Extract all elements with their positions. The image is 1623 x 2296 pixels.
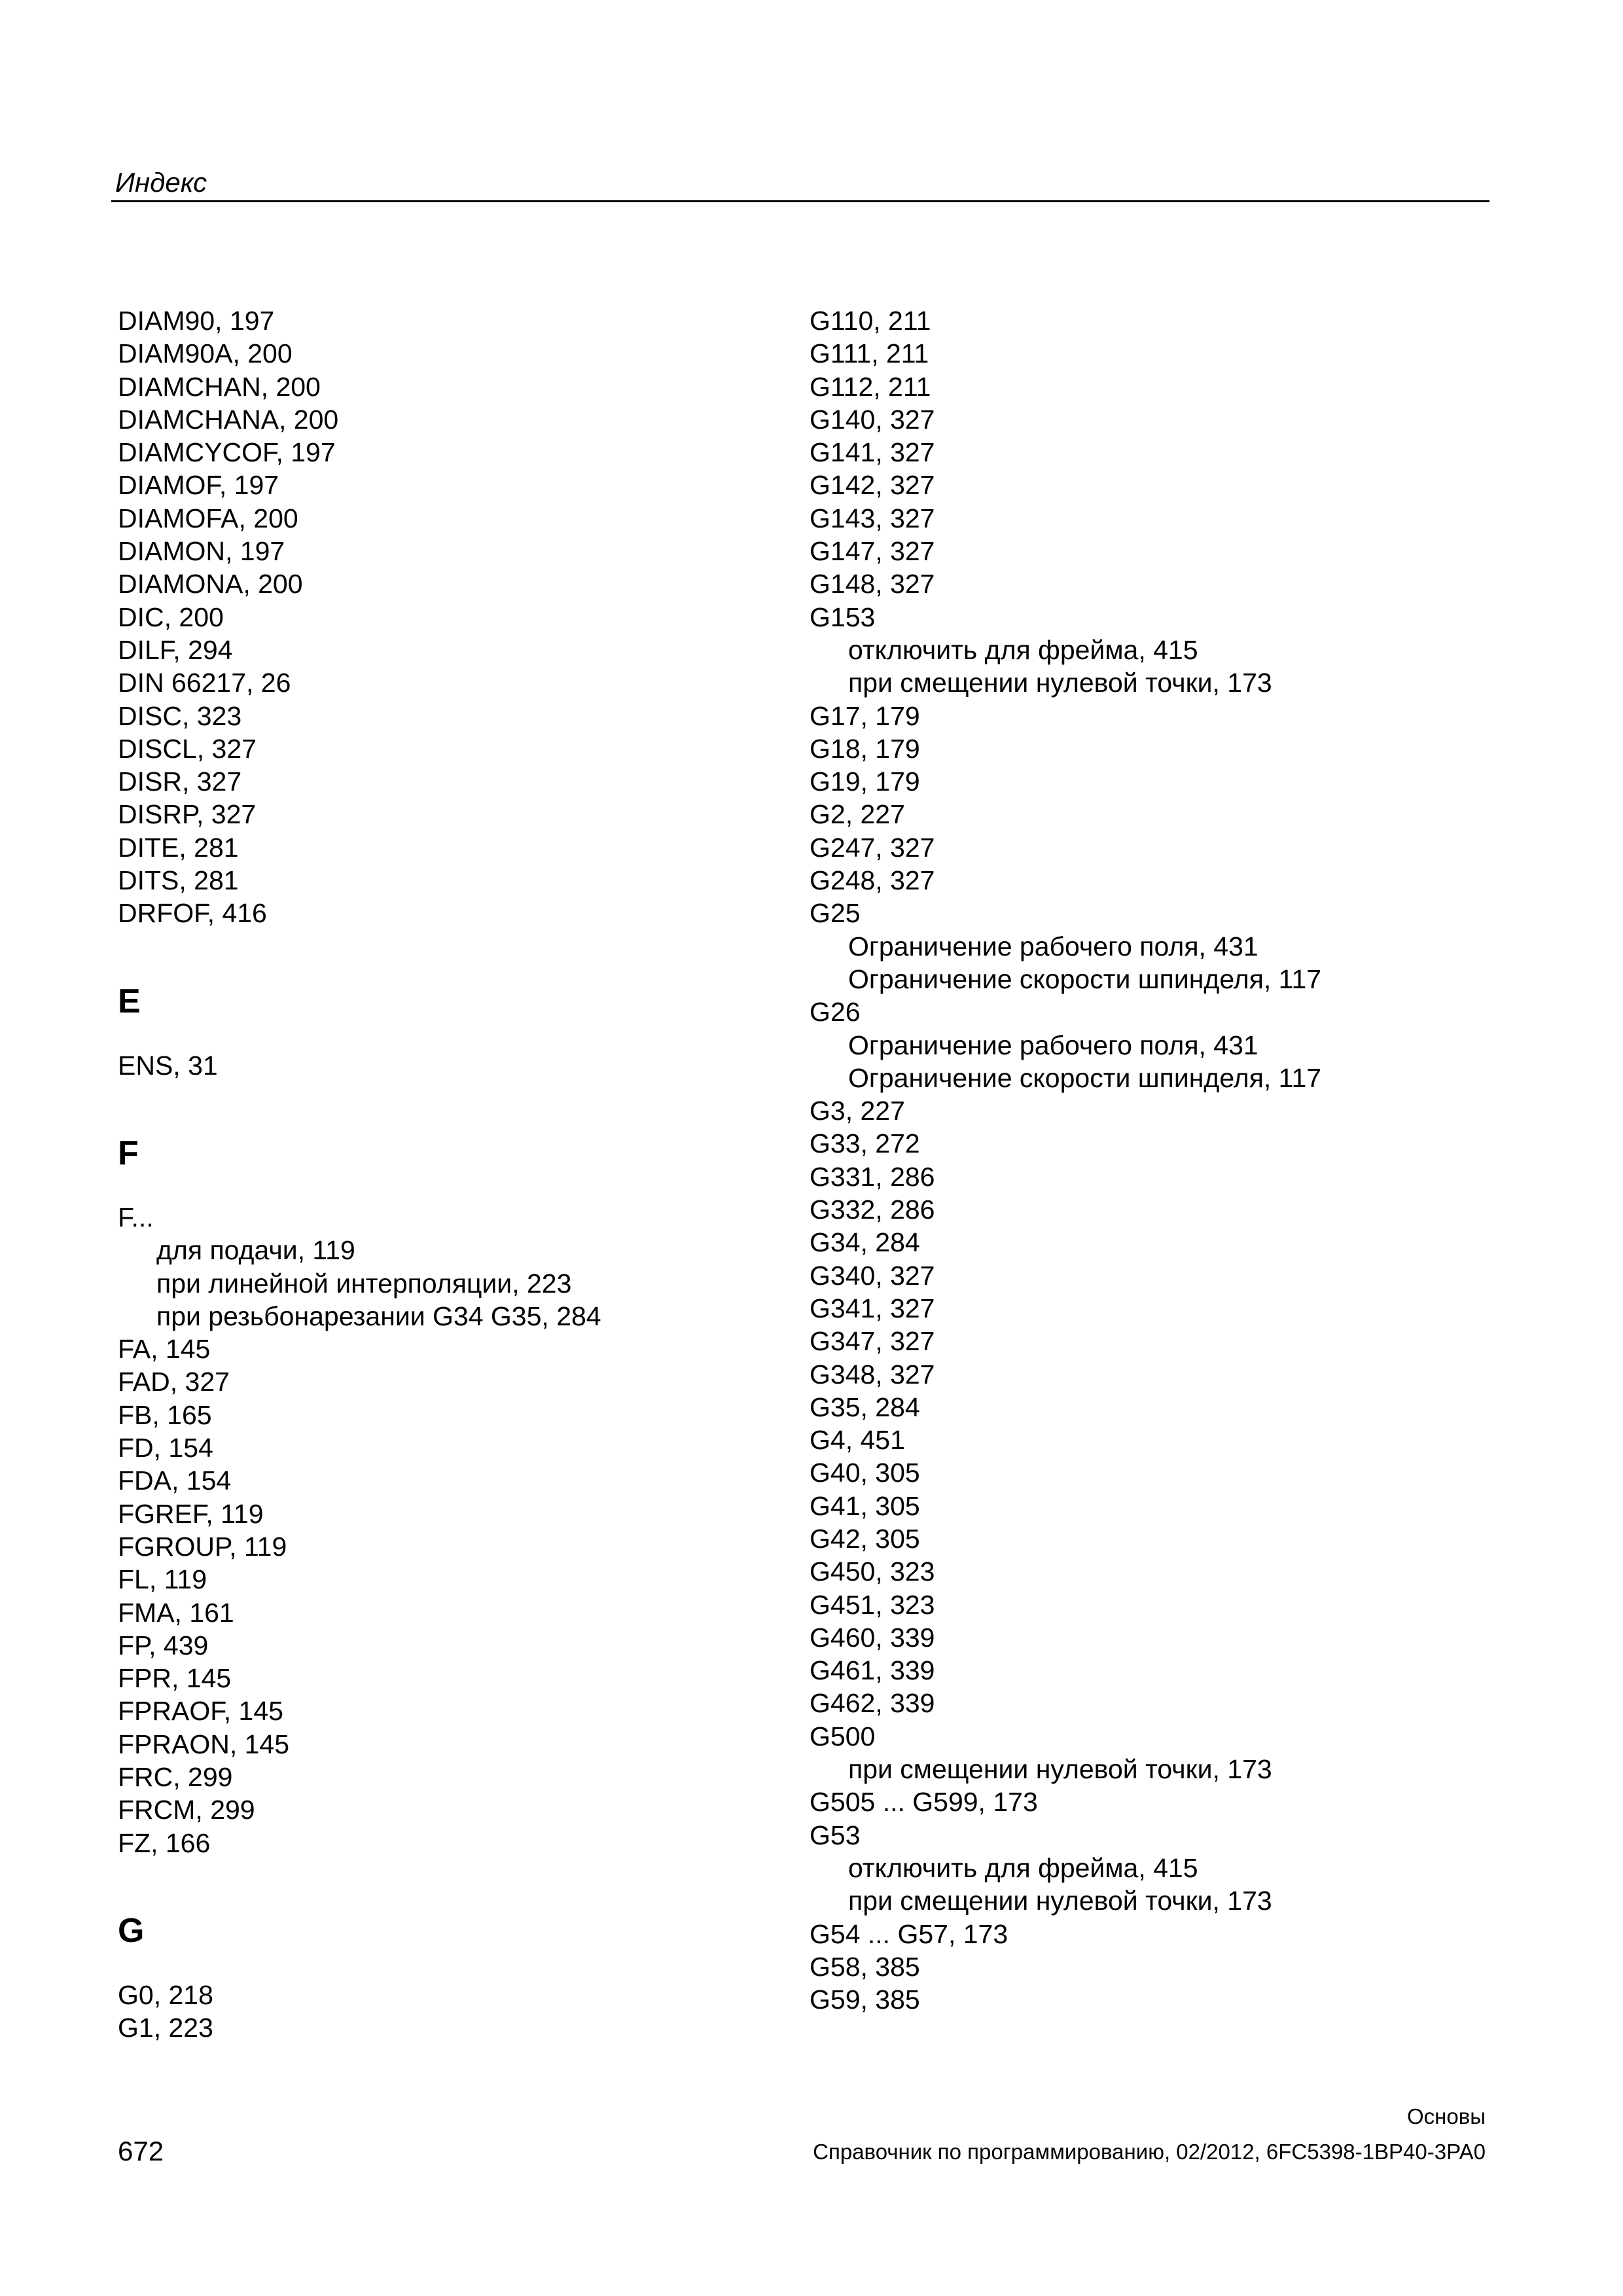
index-entry: G500	[810, 1721, 876, 1751]
index-subentry: отключить для фрейма, 415	[848, 1852, 1198, 1883]
footer-doc-subtitle: Справочник по программированию, 02/2012, 6FC5398-1BP40-3PA0	[813, 2140, 1486, 2164]
index-entry: FL, 119	[118, 1564, 207, 1595]
index-subentry: при резьбонарезании G34 G35, 284	[156, 1300, 601, 1331]
index-entry: DITS, 281	[118, 865, 239, 896]
index-entry: DIAM90A, 200	[118, 338, 293, 369]
index-entry: DIC, 200	[118, 601, 224, 632]
footer-doc-title: Основы	[1407, 2104, 1486, 2128]
index-entry: G461, 339	[810, 1655, 935, 1686]
index-entry: G347, 327	[810, 1326, 935, 1357]
index-entry: DISC, 323	[118, 700, 242, 731]
index-entry: G59, 385	[810, 1984, 920, 2015]
index-entry: FPRAON, 145	[118, 1729, 290, 1759]
index-subentry: Ограничение рабочего поля, 431	[848, 931, 1258, 961]
index-subentry: при смещении нулевой точки, 173	[848, 1754, 1272, 1785]
index-entry: G112, 211	[810, 371, 931, 402]
index-entry: G41, 305	[810, 1490, 920, 1521]
index-entry: G462, 339	[810, 1688, 935, 1719]
index-entry: DIN 66217, 26	[118, 668, 291, 698]
index-entry: G332, 286	[810, 1194, 935, 1225]
index-entry: G0, 218	[118, 1979, 213, 2010]
index-subentry: при смещении нулевой точки, 173	[848, 1886, 1272, 1916]
index-entry: DITE, 281	[118, 832, 239, 863]
index-subentry: Ограничение скорости шпинделя, 117	[848, 1062, 1322, 1093]
index-entry: G1, 223	[118, 2013, 213, 2043]
index-entry: DIAMOFA, 200	[118, 503, 298, 533]
index-column-right	[810, 304, 1471, 2016]
index-entry: G348, 327	[810, 1359, 935, 1390]
index-entry: FPR, 145	[118, 1663, 232, 1694]
index-entry: G3, 227	[810, 1096, 905, 1126]
index-entry: G33, 272	[810, 1128, 920, 1159]
index-entry: G25	[810, 898, 861, 929]
page-number: 672	[118, 2136, 164, 2166]
index-entry: FGROUP, 119	[118, 1531, 287, 1562]
index-entry: DISCL, 327	[118, 733, 257, 764]
index-entry: G451, 323	[810, 1589, 935, 1620]
index-letter-heading: E	[118, 982, 141, 1020]
index-entry: G148, 327	[810, 569, 935, 600]
index-entry: G505 ... G599, 173	[810, 1787, 1038, 1818]
index-entry: G450, 323	[810, 1556, 935, 1587]
index-entry: G42, 305	[810, 1523, 920, 1554]
index-entry: G40, 305	[810, 1458, 920, 1488]
index-entry: DIAMCYCOF, 197	[118, 437, 336, 468]
index-entry: G53	[810, 1820, 861, 1850]
index-entry: DIAMOF, 197	[118, 470, 279, 501]
index-entry: FP, 439	[118, 1630, 209, 1660]
index-entry: G341, 327	[810, 1293, 935, 1323]
index-subentry: для подачи, 119	[156, 1235, 355, 1266]
index-entry: G247, 327	[810, 832, 935, 863]
index-entry: DIAMONA, 200	[118, 569, 303, 600]
index-entry: G111, 211	[810, 338, 929, 369]
index-entry: F...	[118, 1202, 154, 1232]
index-entry: FD, 154	[118, 1433, 213, 1463]
header-divider	[111, 200, 1489, 202]
index-entry: G460, 339	[810, 1622, 935, 1653]
index-entry: G17, 179	[810, 700, 920, 731]
index-entry: G54 ... G57, 173	[810, 1918, 1008, 1949]
index-entry: DIAM90, 197	[118, 306, 275, 336]
index-entry: FRC, 299	[118, 1761, 233, 1792]
index-entry: G331, 286	[810, 1161, 935, 1192]
index-entry: DIAMCHANA, 200	[118, 404, 339, 435]
index-entry: DILF, 294	[118, 634, 233, 665]
index-entry: G19, 179	[810, 766, 920, 797]
index-entry: G18, 179	[810, 733, 920, 764]
index-entry: DIAMCHAN, 200	[118, 371, 321, 402]
index-entry: G35, 284	[810, 1391, 920, 1422]
index-subentry: при смещении нулевой точки, 173	[848, 668, 1272, 698]
index-entry: FAD, 327	[118, 1367, 230, 1397]
index-entry: DISRP, 327	[118, 799, 257, 830]
index-entry: G26	[810, 997, 861, 1028]
index-subentry: Ограничение рабочего поля, 431	[848, 1030, 1258, 1060]
index-column-left	[118, 304, 779, 2044]
index-entry: FA, 145	[118, 1334, 211, 1365]
index-entry: FB, 165	[118, 1399, 212, 1430]
index-entry: FPRAOF, 145	[118, 1696, 283, 1727]
index-entry: G340, 327	[810, 1260, 935, 1291]
index-entry: DISR, 327	[118, 766, 242, 797]
index-entry: G58, 385	[810, 1951, 920, 1982]
index-entry: G2, 227	[810, 799, 905, 830]
index-entry: G147, 327	[810, 536, 935, 567]
index-entry: FZ, 166	[118, 1827, 211, 1858]
index-entry: G153	[810, 601, 876, 632]
index-entry: G140, 327	[810, 404, 935, 435]
index-entry: G4, 451	[810, 1425, 905, 1456]
index-entry: G110, 211	[810, 306, 931, 336]
index-subentry: отключить для фрейма, 415	[848, 634, 1198, 665]
running-header-title: Индекс	[115, 167, 207, 198]
index-letter-heading: F	[118, 1134, 139, 1172]
index-entry: G143, 327	[810, 503, 935, 533]
index-letter-heading: G	[118, 1911, 145, 1950]
index-entry: DIAMON, 197	[118, 536, 285, 567]
index-entry: G248, 327	[810, 865, 935, 896]
index-entry: G141, 327	[810, 437, 935, 468]
index-subentry: при линейной интерполяции, 223	[156, 1268, 572, 1299]
index-entry: FRCM, 299	[118, 1795, 255, 1825]
index-entry: ENS, 31	[118, 1050, 218, 1081]
index-entry: FMA, 161	[118, 1597, 234, 1628]
index-entry: FDA, 154	[118, 1465, 232, 1496]
index-entry: G142, 327	[810, 470, 935, 501]
index-entry: FGREF, 119	[118, 1498, 264, 1529]
index-subentry: Ограничение скорости шпинделя, 117	[848, 963, 1322, 994]
index-entry: G34, 284	[810, 1227, 920, 1258]
index-entry: DRFOF, 416	[118, 898, 267, 929]
